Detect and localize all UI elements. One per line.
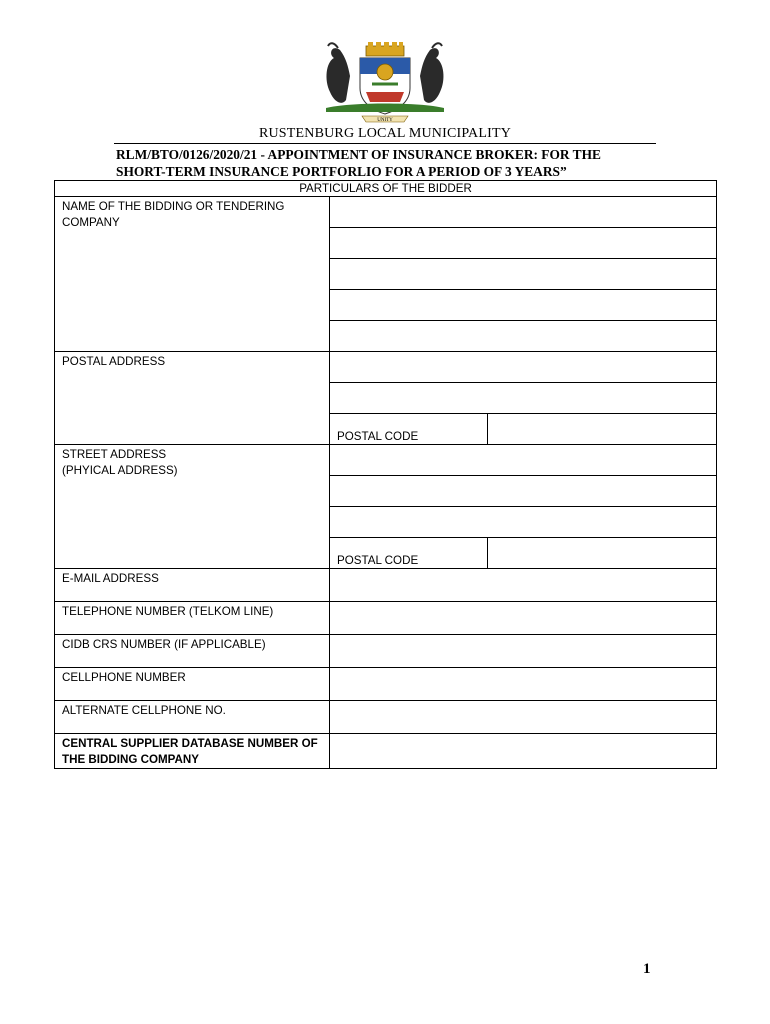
csd-number-label: CENTRAL SUPPLIER DATABASE NUMBER OF THE BIDDING COMPANY xyxy=(55,734,330,769)
street-address-label xyxy=(55,445,330,569)
crest-motto: UNITY xyxy=(377,118,393,123)
telephone-field[interactable] xyxy=(330,602,717,635)
alt-cellphone-label: ALTERNATE CELLPHONE NO. xyxy=(55,701,330,734)
telephone-label: TELEPHONE NUMBER (TELKOM LINE) xyxy=(55,602,330,635)
postal-address-field-2[interactable] xyxy=(330,383,717,414)
csd-number-field[interactable] xyxy=(330,734,717,769)
tender-title-line-2: SHORT-TERM INSURANCE PORTFORLIO FOR A PERIOD OF 3 YEARS” xyxy=(116,164,567,179)
street-address-field-1[interactable] xyxy=(330,445,717,476)
company-name-field-1[interactable] xyxy=(330,197,717,228)
tender-title xyxy=(116,146,676,180)
company-name-label: NAME OF THE BIDDING OR TENDERING COMPANY xyxy=(55,197,330,352)
company-name-field-4[interactable] xyxy=(330,290,717,321)
postal-code-label: POSTAL CODE xyxy=(330,414,488,445)
postal-code-field[interactable] xyxy=(488,414,717,445)
cidb-label: CIDB CRS NUMBER (IF APPLICABLE) xyxy=(55,635,330,668)
postal-address-label: POSTAL ADDRESS xyxy=(55,352,330,445)
company-name-field-5[interactable] xyxy=(330,321,717,352)
company-name-field-3[interactable] xyxy=(330,259,717,290)
street-address-label-line-1: STREET ADDRESS xyxy=(62,448,167,461)
cellphone-field[interactable] xyxy=(330,668,717,701)
email-field[interactable] xyxy=(330,569,717,602)
municipality-name: RUSTENBURG LOCAL MUNICIPALITY xyxy=(258,126,512,141)
cellphone-label: CELLPHONE NUMBER xyxy=(55,668,330,701)
cidb-field[interactable] xyxy=(330,635,717,668)
bidder-particulars-table xyxy=(54,180,717,769)
section-title: PARTICULARS OF THE BIDDER xyxy=(55,181,717,197)
street-address-field-3[interactable] xyxy=(330,507,717,538)
street-address-label-line-2: (PHYICAL ADDRESS) xyxy=(62,464,178,477)
street-postal-code-field[interactable] xyxy=(488,538,717,569)
alt-cellphone-field[interactable] xyxy=(330,701,717,734)
header-rule xyxy=(114,143,656,144)
coat-of-arms-logo xyxy=(320,40,450,124)
company-name-field-2[interactable] xyxy=(330,228,717,259)
page-number: 1 xyxy=(643,961,651,977)
email-label: E-MAIL ADDRESS xyxy=(55,569,330,602)
street-postal-code-label: POSTAL CODE xyxy=(330,538,488,569)
postal-address-field-1[interactable] xyxy=(330,352,717,383)
street-address-field-2[interactable] xyxy=(330,476,717,507)
tender-title-line-1: RLM/BTO/0126/2020/21 - APPOINTMENT OF INSURANCE BROKER: FOR THE xyxy=(116,147,601,162)
